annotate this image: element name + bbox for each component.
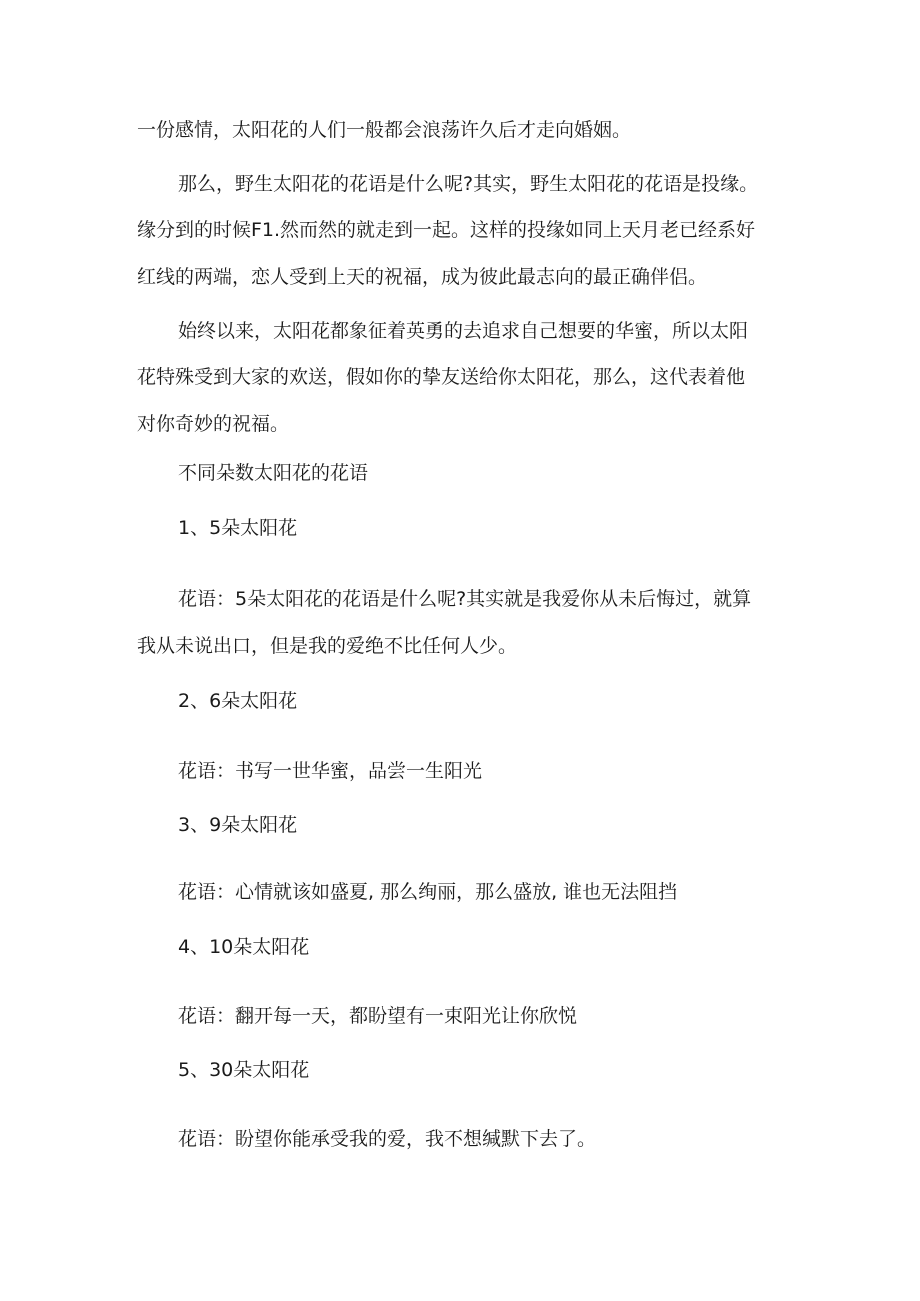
paragraph-text: 一份感情，太阳花的人们一般都会浪荡许久后才走向婚姻。 [137,119,632,141]
item-meaning: 花语：5朵太阳花的花语是什么呢?其实就是我爱你从未后悔过，就算 [178,588,752,610]
paragraph-text: 缘分到的时候F1.然而然的就走到一起。这样的投缘如同上天月老已经系好 [137,219,756,241]
paragraph-text: 红线的两端，恋人受到上天的祝福，成为彼此最志向的最正确伴侣。 [137,266,708,288]
paragraph-text: 始终以来，太阳花都象征着英勇的去追求自己想要的华蜜，所以太阳 [178,320,749,342]
item-title: 4、10朵太阳花 [178,936,310,958]
paragraph-text: 花特殊受到大家的欢送，假如你的挚友送给你太阳花，那么，这代表着他 [137,366,746,388]
item-meaning: 花语：盼望你能承受我的爱，我不想缄默下去了。 [178,1128,597,1150]
paragraph-text: 对你奇妙的祝福。 [137,413,290,435]
item-title: 3、9朵太阳花 [178,814,298,836]
item-meaning: 花语：书写一世华蜜，品尝一生阳光 [178,760,483,782]
item-meaning: 我从未说出口，但是我的爱绝不比任何人少。 [137,635,518,657]
section-heading: 不同朵数太阳花的花语 [178,462,369,484]
item-title: 5、30朵太阳花 [178,1059,310,1081]
item-title: 1、5朵太阳花 [178,517,298,539]
item-title: 2、6朵太阳花 [178,690,298,712]
paragraph-text: 那么，野生太阳花的花语是什么呢?其实，野生太阳花的花语是投缘。 [178,173,759,195]
item-meaning: 花语：翻开每一天，都盼望有一束阳光让你欣悦 [178,1005,578,1027]
item-meaning: 花语：心情就该如盛夏, 那么绚丽，那么盛放, 谁也无法阻挡 [178,881,678,903]
